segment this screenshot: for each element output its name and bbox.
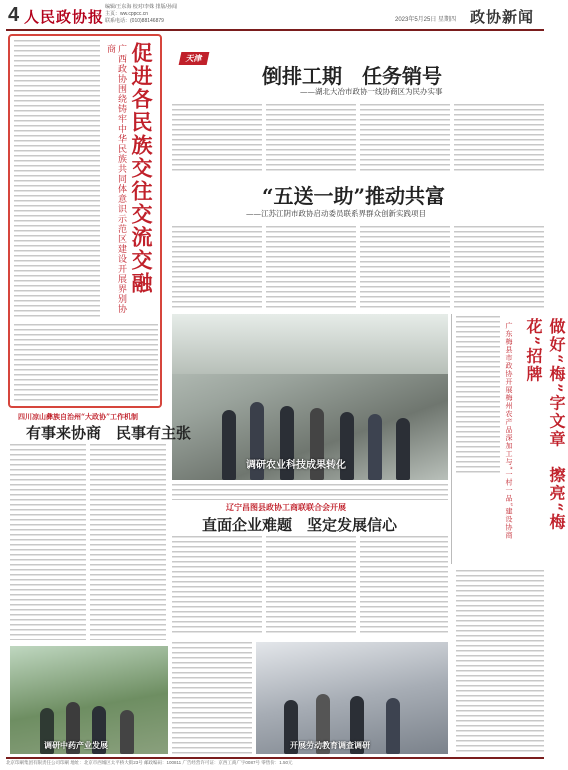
top-story-col-3 [360,104,450,174]
lower-story-kicker: 辽宁昌图县政协工商联联合会开展 [226,502,346,512]
lower-story-col-1 [172,536,262,636]
feature-title: 促进各民族交往交流交融 [129,42,154,295]
right-feature-subtitle: 广东梅县市政协开展梅州农产品深加工与“一村一品”建设协商 [505,322,513,540]
top-story-subtitle: ——湖北大冶市政协一线协商区为民办实事 [300,87,443,96]
masthead-rule [6,29,544,31]
page-number: 4 [8,4,20,26]
top-story-col-4 [454,104,544,174]
region-tag: 天津 [179,52,210,65]
top-story-col-1 [172,104,262,174]
main-photo-caption [172,484,448,500]
bottom-middle-photo-label: 开展劳动教育调查调研 [290,740,370,750]
right-feature-title: 做好“梅”字文章 擦亮“梅花”招牌 [524,318,566,532]
mid-story-col-2 [266,226,356,308]
lower-story-col-2 [266,536,356,636]
main-photo-label: 调研农业科技成果转化 [246,460,346,471]
mid-story-title: “五送一助”推动共富 [262,184,446,208]
left-lower-col-2 [90,444,166,640]
right-feature-body [456,316,500,476]
top-story-title: 倒排工期 任务销号 [262,64,442,88]
mid-story-col-1 [172,226,262,308]
bottom-middle-photo [256,642,448,754]
header-info-line: 编辑/王东海 校对/李姝 排版/孙闻 [105,4,177,10]
mid-story-col-3 [360,226,450,308]
left-lower-title: 有事来协商 民事有主张 [26,424,192,442]
header-info [105,4,177,25]
footer-rule [6,757,544,759]
feature-body-text-lower [14,324,158,404]
feature-body-text [14,40,100,320]
header-info-line: 主页：ww.cppcc.cn [105,11,149,17]
lower-story-col-3 [360,536,448,636]
issue-date: 2023年5月25日 星期四 [395,17,457,23]
lower-story-title: 直面企业难题 坚定发展信心 [202,516,398,534]
feature-subtitle: 广西政协围绕铸牢中华民族共同体意识示范区建设开展界别协商 [105,44,126,314]
bottom-left-photo-label: 调研中药产业发展 [44,740,108,750]
mid-story-subtitle: ——江苏江阴市政协启动委员联系界群众创新实践项目 [246,209,426,218]
right-feature-body-lower [456,570,544,754]
lower-story-col-4 [172,642,252,754]
header-info-line: 联系电话：(010)88146879 [105,18,164,24]
newspaper-logo: 人民政协报 [24,8,105,26]
left-lower-kicker: 四川凉山彝族自治州“大政协”工作机制 [18,412,139,421]
bottom-left-photo [10,646,168,754]
mid-story-col-4 [454,226,544,308]
footer-text: 北京印刷集团有限责任公司印刷 地址：北京市西城区太平桥大街23号 邮政编码：100811 广告经营许可证：京西工商广字0087号 零售价：1.50元 [6,760,293,765]
top-story-col-2 [266,104,356,174]
left-lower-col-1 [10,444,86,640]
column-divider [451,314,452,564]
section-title: 政协新闻 [470,8,535,26]
